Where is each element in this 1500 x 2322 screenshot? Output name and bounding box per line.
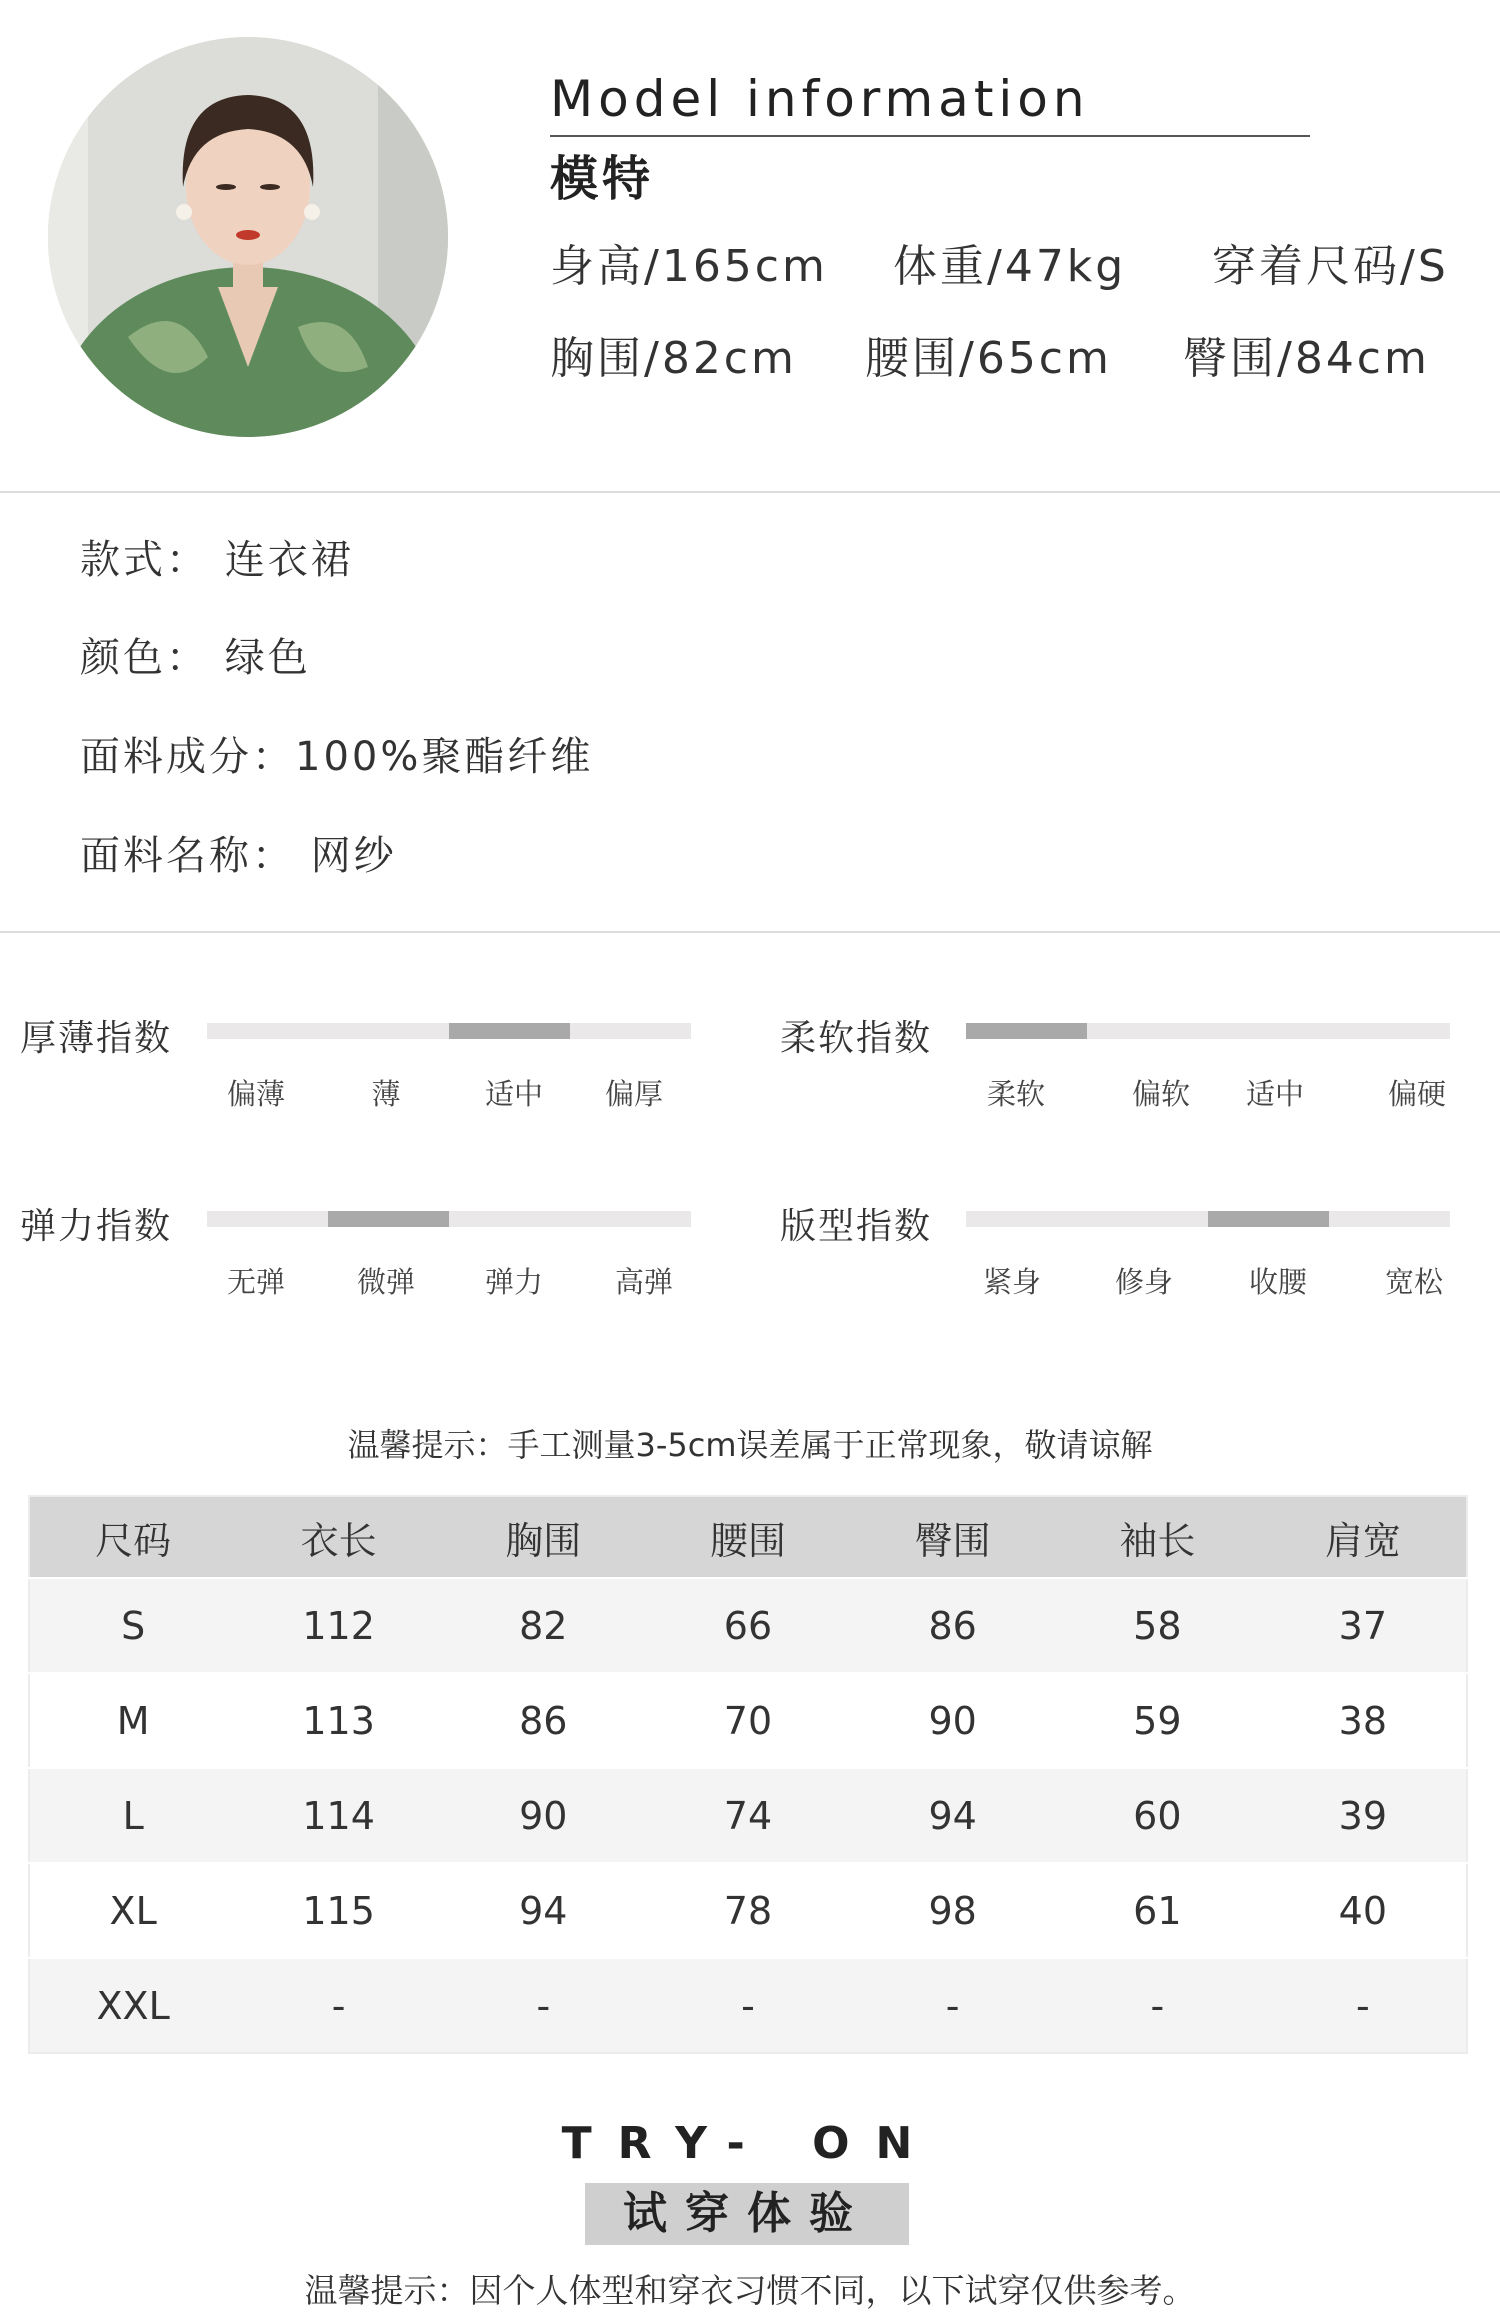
elasticity-index-track bbox=[207, 1211, 691, 1227]
model-bust: 胸围/82cm bbox=[550, 333, 797, 384]
header-size: 尺码 bbox=[29, 1496, 236, 1578]
table-cell: 94 bbox=[441, 1863, 646, 1958]
model-hip: 臀围/84cm bbox=[1183, 333, 1430, 384]
title-underline bbox=[550, 135, 1310, 137]
table-cell: - bbox=[1055, 1958, 1260, 2053]
table-row bbox=[29, 1863, 1467, 1958]
model-height: 身高/165cm bbox=[550, 241, 828, 292]
elasticity-option: 无弹 bbox=[226, 1265, 285, 1299]
fit-index-track bbox=[966, 1211, 1450, 1227]
table-cell: 58 bbox=[1055, 1578, 1260, 1673]
fit-option: 收腰 bbox=[1248, 1265, 1307, 1299]
table-cell: XL bbox=[29, 1863, 236, 1958]
fit-option: 宽松 bbox=[1384, 1265, 1443, 1299]
softness-option: 偏软 bbox=[1131, 1077, 1190, 1111]
table-cell: - bbox=[441, 1958, 646, 2053]
thickness-option: 偏薄 bbox=[226, 1077, 285, 1111]
model-waist: 腰围/65cm bbox=[865, 333, 1112, 384]
product-fabric: 面料成分：100%聚酯纤维 bbox=[80, 734, 594, 780]
softness-index-label: 柔软指数 bbox=[780, 1018, 933, 1059]
size-table-header bbox=[29, 1496, 1467, 1578]
model-title-cn: 模特 bbox=[550, 151, 655, 207]
softness-index-track bbox=[966, 1023, 1450, 1039]
table-cell: 113 bbox=[236, 1673, 441, 1768]
table-cell: - bbox=[1260, 1958, 1467, 2053]
tryon-note: 温馨提示：因个人体型和穿衣习惯不同，以下试穿仅供参考。 bbox=[304, 2271, 1196, 2310]
table-cell: 39 bbox=[1260, 1768, 1467, 1863]
product-fabric-name: 面料名称： 网纱 bbox=[80, 833, 397, 879]
header-bust: 胸围 bbox=[441, 1496, 646, 1578]
fit-index-label: 版型指数 bbox=[780, 1206, 933, 1247]
fit-index-fill bbox=[1208, 1211, 1329, 1227]
model-title-en: Model information bbox=[550, 70, 1090, 128]
table-row bbox=[29, 1958, 1467, 2053]
table-cell: 86 bbox=[441, 1673, 646, 1768]
softness-option: 柔软 bbox=[986, 1077, 1045, 1111]
table-cell: - bbox=[236, 1958, 441, 2053]
header-waist: 腰围 bbox=[646, 1496, 851, 1578]
softness-option: 偏硬 bbox=[1387, 1077, 1446, 1111]
table-cell: - bbox=[850, 1958, 1055, 2053]
fit-option: 修身 bbox=[1114, 1265, 1173, 1299]
elasticity-option: 微弹 bbox=[356, 1265, 415, 1299]
table-cell: 38 bbox=[1260, 1673, 1467, 1768]
table-cell: 70 bbox=[646, 1673, 851, 1768]
table-row bbox=[29, 1578, 1467, 1673]
measurement-notice: 温馨提示：手工测量3-5cm误差属于正常现象，敬请谅解 bbox=[347, 1426, 1153, 1464]
table-cell: 114 bbox=[236, 1768, 441, 1863]
table-cell: 66 bbox=[646, 1578, 851, 1673]
table-cell: 90 bbox=[441, 1768, 646, 1863]
table-cell: M bbox=[29, 1673, 236, 1768]
table-cell: 78 bbox=[646, 1863, 851, 1958]
header-length: 衣长 bbox=[236, 1496, 441, 1578]
product-color: 颜色： 绿色 bbox=[80, 635, 311, 681]
thickness-index-fill bbox=[449, 1023, 570, 1039]
table-cell: 37 bbox=[1260, 1578, 1467, 1673]
table-cell: 94 bbox=[850, 1768, 1055, 1863]
elasticity-option: 弹力 bbox=[484, 1265, 543, 1299]
table-row bbox=[29, 1673, 1467, 1768]
header-sleeve: 袖长 bbox=[1055, 1496, 1260, 1578]
thickness-index-label: 厚薄指数 bbox=[20, 1018, 173, 1059]
elasticity-index-label: 弹力指数 bbox=[20, 1206, 173, 1247]
table-cell: 40 bbox=[1260, 1863, 1467, 1958]
model-size: 穿着尺码/S bbox=[1212, 241, 1449, 292]
table-cell: XXL bbox=[29, 1958, 236, 2053]
thickness-option: 偏厚 bbox=[604, 1077, 663, 1111]
model-weight: 体重/47kg bbox=[893, 241, 1127, 292]
table-cell: L bbox=[29, 1768, 236, 1863]
elasticity-option: 高弹 bbox=[614, 1265, 673, 1299]
softness-option: 适中 bbox=[1245, 1077, 1304, 1111]
table-cell: 115 bbox=[236, 1863, 441, 1958]
fit-option: 紧身 bbox=[982, 1265, 1041, 1299]
table-cell: 59 bbox=[1055, 1673, 1260, 1768]
table-cell: 74 bbox=[646, 1768, 851, 1863]
softness-index-fill bbox=[966, 1023, 1087, 1039]
table-cell: 90 bbox=[850, 1673, 1055, 1768]
product-style: 款式： 连衣裙 bbox=[80, 537, 354, 583]
table-cell: 86 bbox=[850, 1578, 1055, 1673]
size-table bbox=[28, 1495, 1468, 2054]
table-cell: 61 bbox=[1055, 1863, 1260, 1958]
table-cell: 82 bbox=[441, 1578, 646, 1673]
table-cell: 112 bbox=[236, 1578, 441, 1673]
table-cell: - bbox=[646, 1958, 851, 2053]
table-row bbox=[29, 1768, 1467, 1863]
thickness-option: 薄 bbox=[371, 1077, 401, 1111]
section-divider bbox=[0, 491, 1500, 493]
header-hip: 臀围 bbox=[850, 1496, 1055, 1578]
table-cell: 98 bbox=[850, 1863, 1055, 1958]
tryon-title-cn: 试穿体验 bbox=[585, 2183, 909, 2245]
thickness-index-track bbox=[207, 1023, 691, 1039]
table-cell: 60 bbox=[1055, 1768, 1260, 1863]
tryon-title-en: TRY- ON bbox=[561, 2118, 939, 2169]
thickness-option: 适中 bbox=[484, 1077, 543, 1111]
elasticity-index-fill bbox=[328, 1211, 449, 1227]
model-avatar bbox=[48, 37, 448, 437]
section-divider bbox=[0, 931, 1500, 933]
table-cell: S bbox=[29, 1578, 236, 1673]
header-shoulder: 肩宽 bbox=[1260, 1496, 1467, 1578]
